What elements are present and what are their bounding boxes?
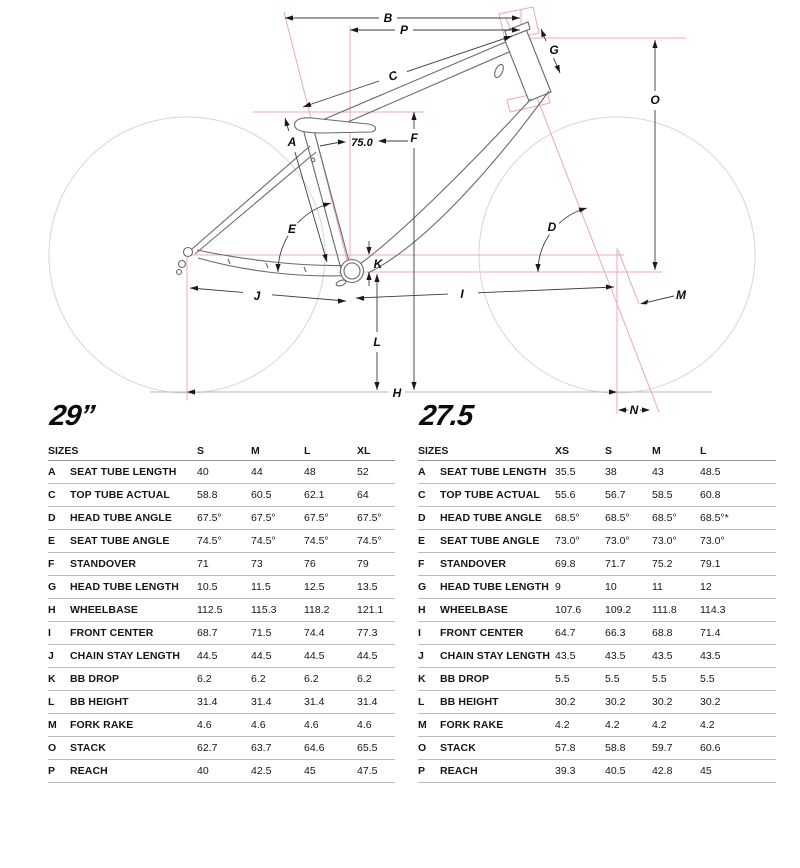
- row-key: M: [48, 713, 70, 736]
- cell-value: 10: [605, 575, 652, 598]
- cell-value: 76: [304, 552, 357, 575]
- cell-value: 4.2: [700, 713, 776, 736]
- row-key: O: [418, 736, 440, 759]
- cell-value: 11: [652, 575, 700, 598]
- cell-value: 12.5: [304, 575, 357, 598]
- dim-label-l: L: [373, 335, 381, 349]
- row-key: J: [418, 644, 440, 667]
- row-key: D: [48, 506, 70, 529]
- row-key: C: [418, 483, 440, 506]
- cell-value: 42.5: [251, 759, 304, 782]
- cell-value: 5.5: [700, 667, 776, 690]
- col-header-size-2: S: [605, 442, 652, 460]
- cell-value: 31.4: [357, 690, 395, 713]
- col-header-size-3: M: [652, 442, 700, 460]
- cell-value: 57.8: [555, 736, 605, 759]
- row-label: FRONT CENTER: [440, 621, 555, 644]
- cell-value: 31.4: [251, 690, 304, 713]
- cell-value: 6.2: [357, 667, 395, 690]
- geometry-table-275: [418, 400, 776, 783]
- row-key: A: [48, 460, 70, 483]
- cell-value: 107.6: [555, 598, 605, 621]
- dim-label-a: A: [287, 135, 297, 149]
- row-label: STANDOVER: [440, 552, 555, 575]
- dim-label-c: C: [386, 67, 400, 85]
- row-key: O: [48, 736, 70, 759]
- cell-value: 67.5°: [357, 506, 395, 529]
- row-label: SEAT TUBE ANGLE: [70, 529, 197, 552]
- row-key: P: [48, 759, 70, 782]
- cell-value: 75.2: [652, 552, 700, 575]
- row-key: C: [48, 483, 70, 506]
- dim-label-h: H: [392, 386, 402, 400]
- cell-value: 66.3: [605, 621, 652, 644]
- cell-value: 67.5°: [251, 506, 304, 529]
- cell-value: 68.7: [197, 621, 251, 644]
- cell-value: 71.5: [251, 621, 304, 644]
- row-key: H: [48, 598, 70, 621]
- cell-value: 60.5: [251, 483, 304, 506]
- row-key: F: [418, 552, 440, 575]
- cell-value: 31.4: [304, 690, 357, 713]
- cell-value: 73.0°: [700, 529, 776, 552]
- row-label: SEAT TUBE ANGLE: [440, 529, 555, 552]
- cell-value: 4.6: [197, 713, 251, 736]
- cell-value: 69.8: [555, 552, 605, 575]
- cell-value: 79: [357, 552, 395, 575]
- cell-value: 44.5: [357, 644, 395, 667]
- dim-label-d: D: [547, 220, 557, 234]
- cell-value: 4.2: [652, 713, 700, 736]
- cell-value: 59.7: [652, 736, 700, 759]
- table-row: [418, 667, 776, 690]
- dim-label-m: M: [676, 288, 686, 302]
- col-header-size-3: L: [304, 442, 357, 460]
- cell-value: 71: [197, 552, 251, 575]
- row-key: E: [418, 529, 440, 552]
- table-row: [48, 713, 395, 736]
- table-row: [48, 506, 395, 529]
- cell-value: 13.5: [357, 575, 395, 598]
- table-row: [418, 690, 776, 713]
- dim-label-n: N: [629, 403, 639, 417]
- cell-value: 109.2: [605, 598, 652, 621]
- row-label: STACK: [440, 736, 555, 759]
- cell-value: 44.5: [304, 644, 357, 667]
- row-key: E: [48, 529, 70, 552]
- cell-value: 12: [700, 575, 776, 598]
- row-key: M: [418, 713, 440, 736]
- cell-value: 71.7: [605, 552, 652, 575]
- cell-value: 58.5: [652, 483, 700, 506]
- cell-value: 4.6: [357, 713, 395, 736]
- cell-value: 4.6: [304, 713, 357, 736]
- row-key: I: [418, 621, 440, 644]
- cell-value: 67.5°: [304, 506, 357, 529]
- cell-value: 73.0°: [652, 529, 700, 552]
- cell-value: 30.2: [555, 690, 605, 713]
- cell-value: 115.3: [251, 598, 304, 621]
- cell-value: 48: [304, 460, 357, 483]
- table-row: [48, 621, 395, 644]
- cell-value: 60.6: [700, 736, 776, 759]
- cell-value: 74.5°: [357, 529, 395, 552]
- cell-value: 9: [555, 575, 605, 598]
- table-row: [418, 644, 776, 667]
- table-row: [418, 552, 776, 575]
- table-row: [48, 598, 395, 621]
- table-row: [418, 759, 776, 782]
- row-key: F: [48, 552, 70, 575]
- table-row: [48, 460, 395, 483]
- row-label: SEAT TUBE LENGTH: [440, 460, 555, 483]
- row-label: STANDOVER: [70, 552, 197, 575]
- cell-value: 118.2: [304, 598, 357, 621]
- cell-value: 6.2: [304, 667, 357, 690]
- col-header-size-4: XL: [357, 442, 395, 460]
- cell-value: 5.5: [652, 667, 700, 690]
- cell-value: 68.5°: [605, 506, 652, 529]
- cell-value: 5.5: [605, 667, 652, 690]
- label-gaps: [284, 219, 560, 399]
- cell-value: 45: [700, 759, 776, 782]
- table-row: [418, 713, 776, 736]
- row-key: H: [418, 598, 440, 621]
- geometry-diagram: [0, 0, 800, 420]
- cell-value: 74.5°: [197, 529, 251, 552]
- geometry-table-29: [48, 400, 395, 783]
- table-row: [418, 460, 776, 483]
- cell-value: 58.8: [197, 483, 251, 506]
- col-header-size-1: S: [197, 442, 251, 460]
- row-label: SEAT TUBE LENGTH: [70, 460, 197, 483]
- cell-value: 64.7: [555, 621, 605, 644]
- row-label: CHAIN STAY LENGTH: [70, 644, 197, 667]
- row-key: G: [48, 575, 70, 598]
- table-275-grid: [418, 442, 776, 783]
- table-header-row: [418, 442, 776, 460]
- col-header-size-1: XS: [555, 442, 605, 460]
- cell-value: 6.2: [251, 667, 304, 690]
- dimension-e: [278, 203, 331, 272]
- bike-frame: [177, 22, 552, 287]
- cell-value: 74.5°: [304, 529, 357, 552]
- table-row: [48, 736, 395, 759]
- row-label: STACK: [70, 736, 197, 759]
- row-key: J: [48, 644, 70, 667]
- cell-value: 68.5°: [555, 506, 605, 529]
- dim-label-i: I: [460, 287, 464, 301]
- table-row: [418, 506, 776, 529]
- cell-value: 44.5: [251, 644, 304, 667]
- construction-lines: [187, 7, 686, 414]
- dim-label-o: O: [650, 93, 660, 107]
- cell-value: 35.5: [555, 460, 605, 483]
- cell-value: 63.7: [251, 736, 304, 759]
- row-label: FORK RAKE: [440, 713, 555, 736]
- cell-value: 62.7: [197, 736, 251, 759]
- cell-value: 4.6: [251, 713, 304, 736]
- cell-value: 40: [197, 460, 251, 483]
- cell-value: 58.8: [605, 736, 652, 759]
- row-label: WHEELBASE: [440, 598, 555, 621]
- dimension-j: [190, 288, 346, 301]
- row-key: A: [418, 460, 440, 483]
- dim-label-p: P: [399, 23, 409, 37]
- cell-value: 79.1: [700, 552, 776, 575]
- table-row: [48, 759, 395, 782]
- table-row: [48, 483, 395, 506]
- col-header-sizes: SIZES: [48, 442, 197, 460]
- cell-value: 121.1: [357, 598, 395, 621]
- seat-angle-value: 75.0: [351, 137, 373, 149]
- row-key: K: [48, 667, 70, 690]
- table-row: [418, 621, 776, 644]
- table-row: [48, 529, 395, 552]
- dim-label-j: J: [253, 289, 261, 303]
- cell-value: 30.2: [700, 690, 776, 713]
- cell-value: 68.8: [652, 621, 700, 644]
- table-row: [48, 552, 395, 575]
- row-label: FORK RAKE: [70, 713, 197, 736]
- cell-value: 43.5: [555, 644, 605, 667]
- cell-value: 43.5: [700, 644, 776, 667]
- table-row: [48, 575, 395, 598]
- cell-value: 40.5: [605, 759, 652, 782]
- dimension-m: [643, 296, 674, 303]
- cell-value: 42.8: [652, 759, 700, 782]
- row-key: L: [418, 690, 440, 713]
- cell-value: 5.5: [555, 667, 605, 690]
- table-row: [418, 736, 776, 759]
- cell-value: 43: [652, 460, 700, 483]
- col-header-size-4: L: [700, 442, 776, 460]
- table-row: [48, 690, 395, 713]
- cell-value: 67.5°: [197, 506, 251, 529]
- row-key: G: [418, 575, 440, 598]
- cell-value: 44: [251, 460, 304, 483]
- cell-value: 11.5: [251, 575, 304, 598]
- cell-value: 4.2: [605, 713, 652, 736]
- dim-label-k: K: [373, 257, 383, 271]
- cell-value: 4.2: [555, 713, 605, 736]
- cell-value: 68.5°*: [700, 506, 776, 529]
- cell-value: 74.4: [304, 621, 357, 644]
- row-label: HEAD TUBE LENGTH: [440, 575, 555, 598]
- table-title-29: 29”: [48, 400, 96, 432]
- dim-label-b: B: [383, 11, 393, 25]
- row-label: CHAIN STAY LENGTH: [440, 644, 555, 667]
- cell-value: 74.5°: [251, 529, 304, 552]
- cell-value: 47.5: [357, 759, 395, 782]
- row-label: BB HEIGHT: [70, 690, 197, 713]
- row-key: P: [418, 759, 440, 782]
- row-label: TOP TUBE ACTUAL: [440, 483, 555, 506]
- row-label: FRONT CENTER: [70, 621, 197, 644]
- cell-value: 73.0°: [605, 529, 652, 552]
- cell-value: 56.7: [605, 483, 652, 506]
- cell-value: 73: [251, 552, 304, 575]
- table-29-grid: [48, 442, 395, 783]
- dimension-d: [538, 208, 587, 272]
- cell-value: 40: [197, 759, 251, 782]
- row-key: I: [48, 621, 70, 644]
- cell-value: 48.5: [700, 460, 776, 483]
- table-header-row: [48, 442, 395, 460]
- cell-value: 52: [357, 460, 395, 483]
- cell-value: 77.3: [357, 621, 395, 644]
- row-label: HEAD TUBE ANGLE: [70, 506, 197, 529]
- cell-value: 112.5: [197, 598, 251, 621]
- cell-value: 10.5: [197, 575, 251, 598]
- cell-value: 60.8: [700, 483, 776, 506]
- table-row: [418, 575, 776, 598]
- cell-value: 45: [304, 759, 357, 782]
- cell-value: 114.3: [700, 598, 776, 621]
- table-row: [418, 598, 776, 621]
- col-header-size-2: M: [251, 442, 304, 460]
- cell-value: 64: [357, 483, 395, 506]
- row-label: BB DROP: [440, 667, 555, 690]
- cell-value: 62.1: [304, 483, 357, 506]
- cell-value: 30.2: [652, 690, 700, 713]
- row-label: WHEELBASE: [70, 598, 197, 621]
- cell-value: 6.2: [197, 667, 251, 690]
- cell-value: 38: [605, 460, 652, 483]
- cell-value: 64.6: [304, 736, 357, 759]
- cell-value: 71.4: [700, 621, 776, 644]
- row-label: HEAD TUBE ANGLE: [440, 506, 555, 529]
- dimension-arrows: [187, 15, 658, 412]
- cell-value: 68.5°: [652, 506, 700, 529]
- cell-value: 73.0°: [555, 529, 605, 552]
- cell-value: 55.6: [555, 483, 605, 506]
- cell-value: 31.4: [197, 690, 251, 713]
- cell-value: 65.5: [357, 736, 395, 759]
- dim-label-e: E: [287, 222, 297, 236]
- row-label: BB HEIGHT: [440, 690, 555, 713]
- cell-value: 111.8: [652, 598, 700, 621]
- dim-label-g: G: [549, 43, 559, 57]
- row-label: BB DROP: [70, 667, 197, 690]
- col-header-sizes: SIZES: [418, 442, 555, 460]
- row-key: L: [48, 690, 70, 713]
- table-row: [48, 644, 395, 667]
- cell-value: 43.5: [652, 644, 700, 667]
- cell-value: 39.3: [555, 759, 605, 782]
- row-label: REACH: [70, 759, 197, 782]
- table-row: [418, 529, 776, 552]
- row-label: TOP TUBE ACTUAL: [70, 483, 197, 506]
- table-row: [48, 667, 395, 690]
- cell-value: 43.5: [605, 644, 652, 667]
- table-title-275: 27.5: [418, 400, 475, 432]
- row-label: HEAD TUBE LENGTH: [70, 575, 197, 598]
- row-label: REACH: [440, 759, 555, 782]
- row-key: K: [418, 667, 440, 690]
- cell-value: 44.5: [197, 644, 251, 667]
- row-key: D: [418, 506, 440, 529]
- table-row: [418, 483, 776, 506]
- dim-label-f: F: [410, 131, 418, 145]
- cell-value: 30.2: [605, 690, 652, 713]
